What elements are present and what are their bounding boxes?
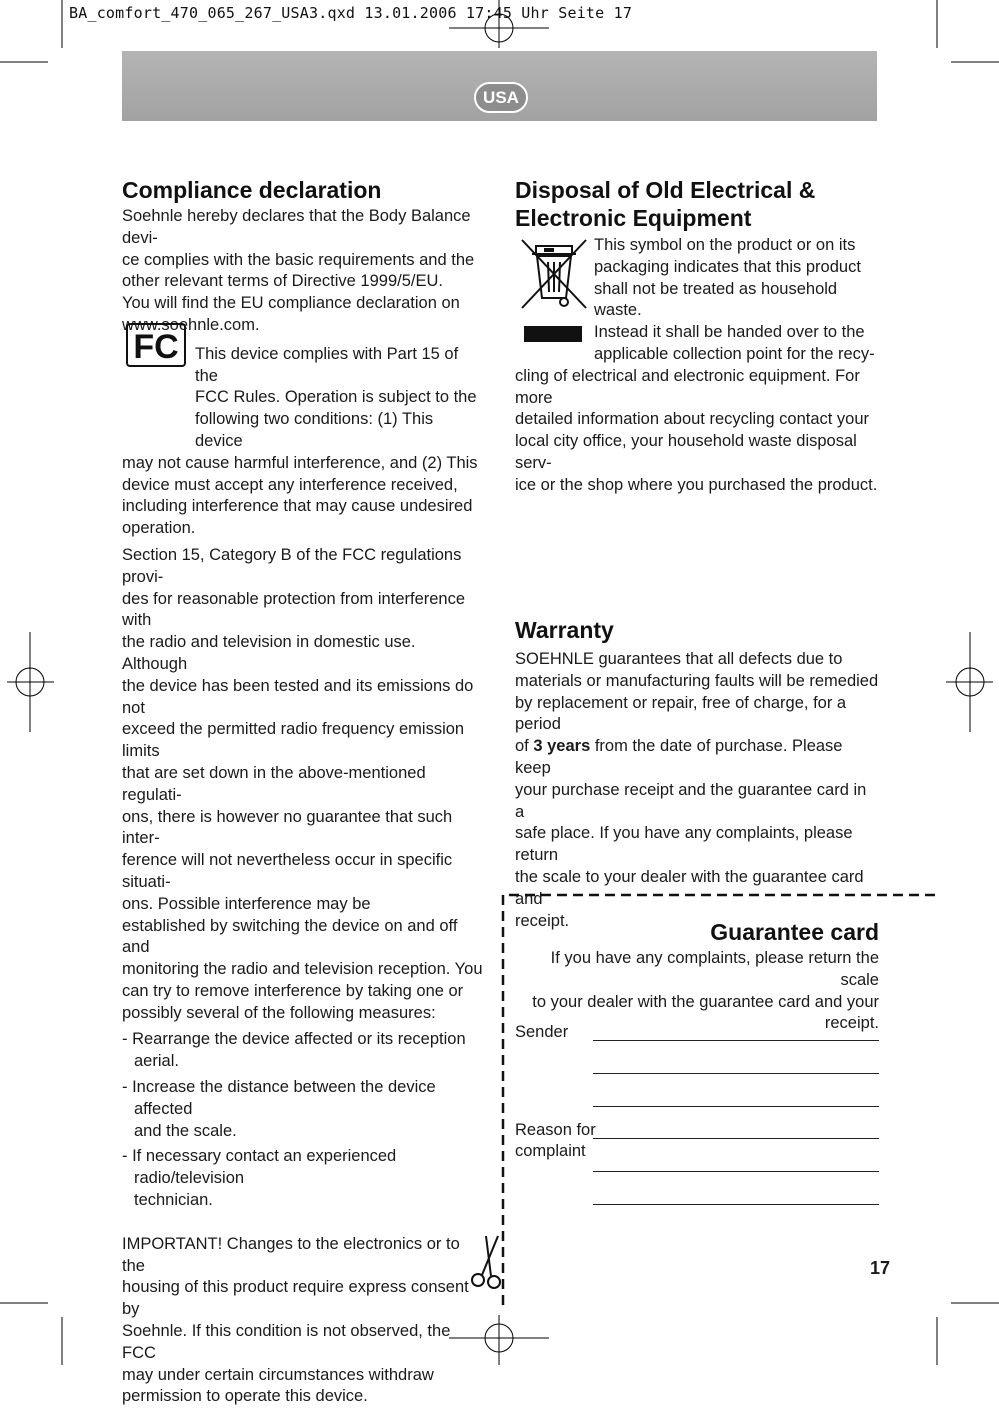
- text-line: the device has been tested and its emissions do not: [122, 676, 474, 717]
- text-line: applicable collection point for the recy-: [594, 344, 875, 363]
- text-line: receipt.: [515, 911, 570, 930]
- reason-field-line[interactable]: [593, 1171, 879, 1172]
- text-line: permission to operate this device.: [122, 1387, 368, 1406]
- text-line: that are set down in the above-mentioned regulati-: [122, 763, 426, 804]
- guarantee-card: [515, 918, 879, 1035]
- list-item: - Rearrange the device affected or its reception aerial.: [122, 1030, 466, 1071]
- text-line: receipt.: [824, 1014, 879, 1033]
- text-line: materials or manufacturing faults will be remedied: [515, 671, 879, 690]
- list-item: - If necessary contact an experienced radio/television technician.: [122, 1147, 397, 1210]
- text-line: Soehnle hereby declares that the Body Balance devi-: [122, 207, 471, 247]
- disposal-title-line: Disposal of Old Electrical &: [515, 177, 816, 203]
- text-line: ice or the shop where you purchased the product.: [515, 475, 878, 494]
- text-line: may not cause harmful interference, and (2) This: [122, 453, 478, 472]
- sender-field-line[interactable]: [593, 1040, 879, 1041]
- text-line: possibly several of the following measures:: [122, 1003, 436, 1022]
- guarantee-card-title: Guarantee card: [710, 919, 879, 945]
- text-line: ference will not nevertheless occur in specific situati-: [122, 851, 453, 891]
- text-line: You will find the EU compliance declaration on: [122, 294, 460, 313]
- text-line: shall not be treated as household waste.: [594, 279, 838, 320]
- text-line: may under certain circumstances withdraw: [122, 1365, 434, 1384]
- text-line: the scale to your dealer with the guarantee card and: [515, 867, 864, 908]
- text-line: FCC Rules. Operation is subject to the: [195, 388, 477, 407]
- text-line: the radio and television in domestic use. Although: [122, 633, 416, 673]
- text-line: cling of electrical and electronic equipment. For more: [515, 366, 860, 407]
- text-line: This device complies with Part 15 of the: [195, 344, 459, 385]
- text-line: Soehnle. If this condition is not observed, the FCC: [122, 1322, 451, 1362]
- text-line: other relevant terms of Directive 1999/5/EU.: [122, 272, 443, 291]
- text-line: IMPORTANT! Changes to the electronics or to the: [122, 1234, 460, 1275]
- text-line: of 3 years from the date of purchase. Please keep: [515, 737, 843, 777]
- text-line: ons, there is however no guarantee that such inter-: [122, 807, 453, 848]
- region-badge: USA: [474, 82, 528, 113]
- warranty-title: Warranty: [515, 617, 614, 643]
- text-line: safe place. If you have any complaints, please return: [515, 824, 853, 865]
- sender-label: Sender: [515, 1023, 569, 1041]
- text-line: exceed the permitted radio frequency emission limits: [122, 720, 465, 761]
- text-line: packaging indicates that this product: [594, 257, 861, 276]
- text-line: housing of this product require express consent by: [122, 1278, 469, 1319]
- text-line: ons. Possible interference may be: [122, 894, 371, 913]
- text-line: to your dealer with the guarantee card and your: [532, 992, 879, 1011]
- text-line: operation.: [122, 519, 196, 538]
- text-line: including interference that may cause undesired: [122, 497, 473, 516]
- reason-label-line: complaint: [515, 1142, 586, 1160]
- reason-field-line[interactable]: [593, 1138, 879, 1139]
- scissors-icon: [472, 1236, 500, 1288]
- text-line: established by switching the device on and off and: [122, 916, 458, 957]
- fcc-logo-text: FC: [133, 328, 179, 366]
- text-line: If you have any complaints, please return the scale: [550, 949, 879, 989]
- compliance-title: Compliance declaration: [122, 177, 382, 203]
- sender-field-line[interactable]: [593, 1073, 879, 1074]
- warranty-period: 3 years: [533, 737, 591, 756]
- reason-label-line: Reason for: [515, 1121, 596, 1139]
- text-line: This symbol on the product or on its: [594, 236, 856, 254]
- text-line: device must accept any interference received,: [122, 475, 458, 494]
- text-line: monitoring the radio and television reception. You: [122, 960, 483, 979]
- text-line: following two conditions: (1) This device: [195, 410, 434, 450]
- text-line: Instead it shall be handed over to the: [594, 323, 865, 342]
- text-line: SOEHNLE guarantees that all defects due to: [515, 650, 843, 668]
- text-line: ce complies with the basic requirements and the: [122, 250, 475, 269]
- text-line: detailed information about recycling contact your: [515, 410, 870, 429]
- list-item: - Increase the distance between the device affected and the scale.: [122, 1078, 436, 1140]
- text-line: Section 15, Category B of the FCC regulations provi-: [122, 545, 462, 586]
- sender-field-line[interactable]: [593, 1106, 879, 1107]
- guarantee-instructions: [515, 948, 879, 1035]
- text-line: des for reasonable protection from interference with: [122, 589, 466, 630]
- text-line: www.soehnle.com.: [122, 315, 260, 334]
- file-slug: BA_comfort_470_065_267_USA3.qxd 13.01.2006 17:45 Uhr Seite 17: [69, 4, 633, 22]
- text-line: local city office, your household waste disposal serv-: [515, 432, 857, 472]
- text-line: your purchase receipt and the guarantee card in a: [515, 780, 867, 821]
- reason-field-line[interactable]: [593, 1204, 879, 1205]
- text-line: can try to remove interference by taking one or: [122, 981, 464, 1000]
- disposal-title-line: Electronic Equipment: [515, 205, 752, 231]
- text-line: by replacement or repair, free of charge, for a period: [515, 693, 847, 734]
- page-number: 17: [870, 1258, 891, 1278]
